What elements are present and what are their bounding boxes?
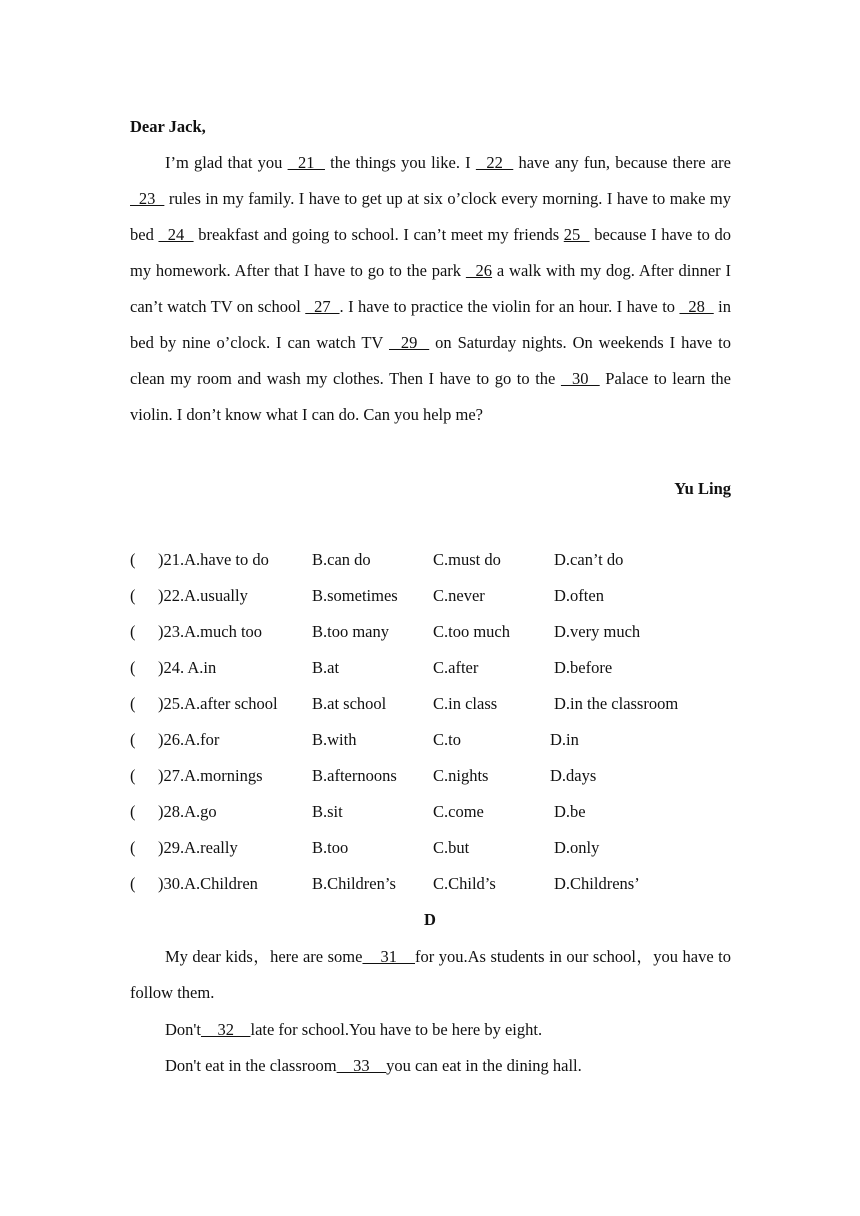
option-d: D.Childrens’ xyxy=(554,874,640,893)
blank-29[interactable]: 29 xyxy=(388,333,430,352)
option-b: B.can do xyxy=(312,550,371,569)
option-b: B.sit xyxy=(312,802,343,821)
letter-text: on Saturday nights. On weekends I have to clean my room and wash my clothes. Then I have to go to the xyxy=(130,333,731,388)
answer-paren[interactable]: ( xyxy=(130,550,136,569)
blank-24[interactable]: 24 xyxy=(158,225,194,244)
option-b: B.at school xyxy=(312,694,387,713)
question-list xyxy=(130,542,750,902)
letter-text: I’m glad that you xyxy=(165,153,288,172)
answer-paren[interactable]: ( xyxy=(130,622,136,641)
section-text: for you.As students in our school，you have to follow them. xyxy=(130,947,731,1002)
option-b: B.with xyxy=(312,730,357,749)
blank-30[interactable]: 30 xyxy=(560,369,600,388)
option-b: B.afternoons xyxy=(312,766,397,785)
letter-signature: Yu Ling xyxy=(674,479,731,498)
blank-33[interactable]: 33 xyxy=(336,1056,387,1075)
option-a: )24. A.in xyxy=(158,658,217,677)
question-row-26 xyxy=(130,722,750,758)
section-d-paragraph xyxy=(130,939,731,1011)
letter-salutation: Dear Jack, xyxy=(130,117,206,136)
option-c: C.Child’s xyxy=(433,874,496,893)
option-a: )21.A.have to do xyxy=(158,550,269,569)
option-d: D.in the classroom xyxy=(554,694,679,713)
blank-25[interactable]: 25 xyxy=(563,225,590,244)
option-a: )29.A.really xyxy=(158,838,238,857)
option-a: )26.A.for xyxy=(158,730,220,749)
letter-text: Palace to learn the violin. I don’t know what I can do. Can you help me? xyxy=(130,369,731,424)
option-b: B.at xyxy=(312,658,340,677)
option-c: C.must do xyxy=(433,550,501,569)
blank-27[interactable]: 27 xyxy=(305,297,340,316)
option-d: D.can’t do xyxy=(554,550,624,569)
section-title: D xyxy=(424,910,436,929)
answer-paren[interactable]: ( xyxy=(130,658,136,677)
section-d-line xyxy=(165,1048,582,1084)
blank-28[interactable]: 28 xyxy=(679,297,714,316)
option-a: )28.A.go xyxy=(158,802,217,821)
question-row-29 xyxy=(130,830,750,866)
option-b: B.too many xyxy=(312,622,389,641)
option-b: B.Children’s xyxy=(312,874,396,893)
answer-paren[interactable]: ( xyxy=(130,586,136,605)
question-row-21 xyxy=(130,542,750,578)
answer-paren[interactable]: ( xyxy=(130,802,136,821)
answer-paren[interactable]: ( xyxy=(130,874,136,893)
question-row-25 xyxy=(130,686,750,722)
blank-23[interactable]: 23 xyxy=(130,189,165,208)
option-c: C.to xyxy=(433,730,461,749)
blank-22[interactable]: 22 xyxy=(475,153,514,172)
letter-text: the things you like. I xyxy=(324,153,476,172)
letter-text: have any fun, because there are xyxy=(513,153,731,172)
option-d: D.before xyxy=(554,658,613,677)
letter-body xyxy=(130,145,731,433)
option-c: C.come xyxy=(433,802,484,821)
question-row-22 xyxy=(130,578,750,614)
option-a: )25.A.after school xyxy=(158,694,278,713)
option-d: D.very much xyxy=(554,622,641,641)
question-row-30 xyxy=(130,866,750,902)
option-c: C.never xyxy=(433,586,485,605)
section-d-line xyxy=(165,1012,542,1048)
letter-text: a walk with my dog. After dinner I can’t watch TV on school xyxy=(130,261,731,316)
option-d: D.in xyxy=(550,730,579,749)
section-text: late for school.You have to be here by eight. xyxy=(250,1020,543,1039)
section-text: My dear kids，here are some xyxy=(165,947,363,966)
section-text: Don't eat in the classroom xyxy=(165,1056,337,1075)
letter-text: breakfast and going to school. I can’t meet my friends xyxy=(193,225,564,244)
option-c: C.after xyxy=(433,658,479,677)
option-d: D.days xyxy=(550,766,597,785)
answer-paren[interactable]: ( xyxy=(130,766,136,785)
question-row-27 xyxy=(130,758,750,794)
option-c: C.too much xyxy=(433,622,510,641)
letter-text: because I have to do my homework. After that I have to go to the park xyxy=(130,225,731,280)
section-text: you can eat in the dining hall. xyxy=(386,1056,582,1075)
section-text: Don't xyxy=(165,1020,201,1039)
question-row-28 xyxy=(130,794,750,830)
option-d: D.only xyxy=(554,838,600,857)
option-d: D.often xyxy=(554,586,604,605)
question-row-24 xyxy=(130,650,750,686)
option-c: C.nights xyxy=(433,766,489,785)
question-row-23 xyxy=(130,614,750,650)
answer-paren[interactable]: ( xyxy=(130,694,136,713)
blank-21[interactable]: 21 xyxy=(287,153,325,172)
option-d: D.be xyxy=(554,802,586,821)
option-a: )27.A.mornings xyxy=(158,766,263,785)
letter-text: in bed by nine o’clock. I can watch TV xyxy=(130,297,732,352)
letter-text: . I have to practice the violin for an hour. I have to xyxy=(339,297,680,316)
option-a: )30.A.Children xyxy=(158,874,258,893)
option-b: B.sometimes xyxy=(312,586,398,605)
option-a: )22.A.usually xyxy=(158,586,248,605)
answer-paren[interactable]: ( xyxy=(130,838,136,857)
option-a: )23.A.much too xyxy=(158,622,263,641)
blank-26[interactable]: 26 xyxy=(465,261,493,280)
option-b: B.too xyxy=(312,838,349,857)
option-c: C.but xyxy=(433,838,470,857)
letter-text: rules in my family. I have to get up at six o’clock every morning. I have to make my bed xyxy=(130,189,731,244)
answer-paren[interactable]: ( xyxy=(130,730,136,749)
blank-31[interactable]: 31 xyxy=(362,947,416,966)
option-c: C.in class xyxy=(433,694,498,713)
blank-32[interactable]: 32 xyxy=(200,1020,251,1039)
